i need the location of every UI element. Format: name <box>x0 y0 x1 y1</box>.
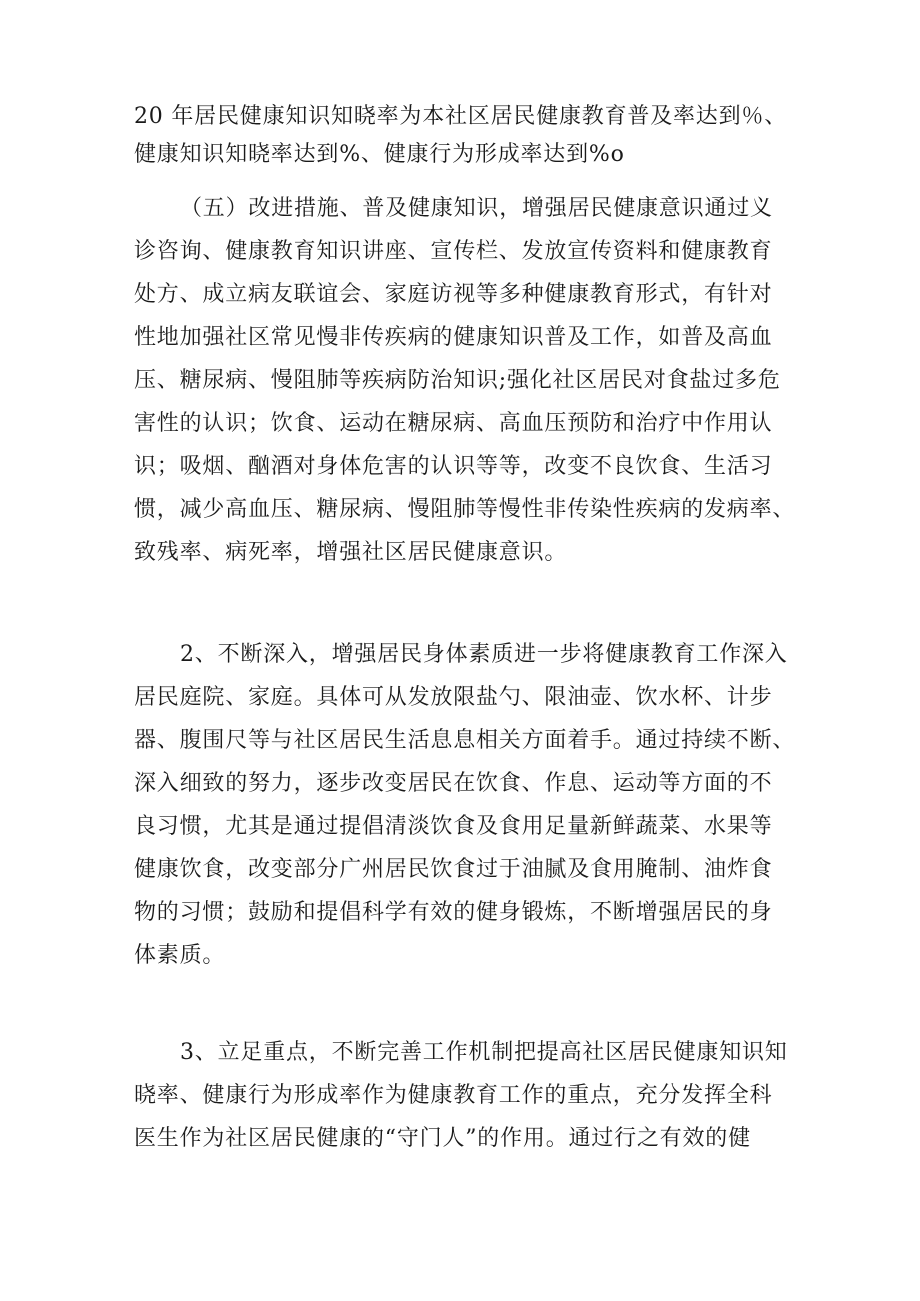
text-line: 20 年居民健康知识知晓率为本社区居民健康教育普及率达到％、 <box>134 104 787 129</box>
paragraph-statistics <box>134 98 814 174</box>
text-line: 体素质。 <box>134 943 226 968</box>
text-line: 致残率、病死率，增强社区居民健康意识。 <box>134 540 568 565</box>
paragraph-deepen-work <box>134 633 814 977</box>
paragraph-improvement-measures <box>134 187 814 574</box>
text-line: 物的习惯；鼓励和提倡科学有效的健身锻炼，不断增强居民的身 <box>134 900 773 925</box>
text-line: 健康知识知晓率达到%、健康行为形成率达到%o <box>134 142 625 167</box>
text-line: 居民庭院、家庭。具体可从发放限盐勺、限油壶、饮水杯、计步 <box>134 685 773 710</box>
text-line: 深入细致的努力，逐步改变居民在饮食、作息、运动等方面的不 <box>134 771 773 796</box>
paragraph-focus-mechanism <box>134 1031 814 1160</box>
text-line: 压、糖尿病、慢阻肺等疾病防治知识;强化社区居民对食盐过多危 <box>134 368 781 393</box>
text-line: 医生作为社区居民健康的“守门人”的作用。通过行之有效的健 <box>134 1126 751 1151</box>
text-line: 晓率、健康行为形成率作为健康教育工作的重点，充分发挥全科 <box>134 1083 773 1108</box>
text-line: 处方、成立病友联谊会、家庭访视等多种健康教育形式，有针对 <box>134 282 773 307</box>
text-line: 害性的认识；饮食、运动在糖尿病、高血压预防和治疗中作用认 <box>134 411 773 436</box>
text-line: 3、立足重点，不断完善工作机制把提高社区居民健康知识知 <box>180 1040 788 1065</box>
text-line: 器、腹围尺等与社区居民生活息息相关方面着手。通过持续不断、 <box>134 728 796 753</box>
text-line: 识；吸烟、酗酒对身体危害的认识等等，改变不良饮食、生活习 <box>134 454 773 479</box>
text-line: 健康饮食，改变部分广州居民饮食过于油腻及食用腌制、油炸食 <box>134 857 773 882</box>
text-line: 2、不断深入，增强居民身体素质进一步将健康教育工作深入 <box>180 642 788 667</box>
text-line: 惯，减少高血压、糖尿病、慢阻肺等慢性非传染性疾病的发病率、 <box>134 497 796 522</box>
text-line: 性地加强社区常见慢非传疾病的健康知识普及工作，如普及高血 <box>134 325 773 350</box>
text-line: （五）改进措施、普及健康知识，增强居民健康意识通过义 <box>180 196 773 221</box>
text-line: 良习惯，尤其是通过提倡清淡饮食及食用足量新鲜蔬菜、水果等 <box>134 814 773 839</box>
text-line: 诊咨询、健康教育知识讲座、宣传栏、发放宣传资料和健康教育 <box>134 239 773 264</box>
